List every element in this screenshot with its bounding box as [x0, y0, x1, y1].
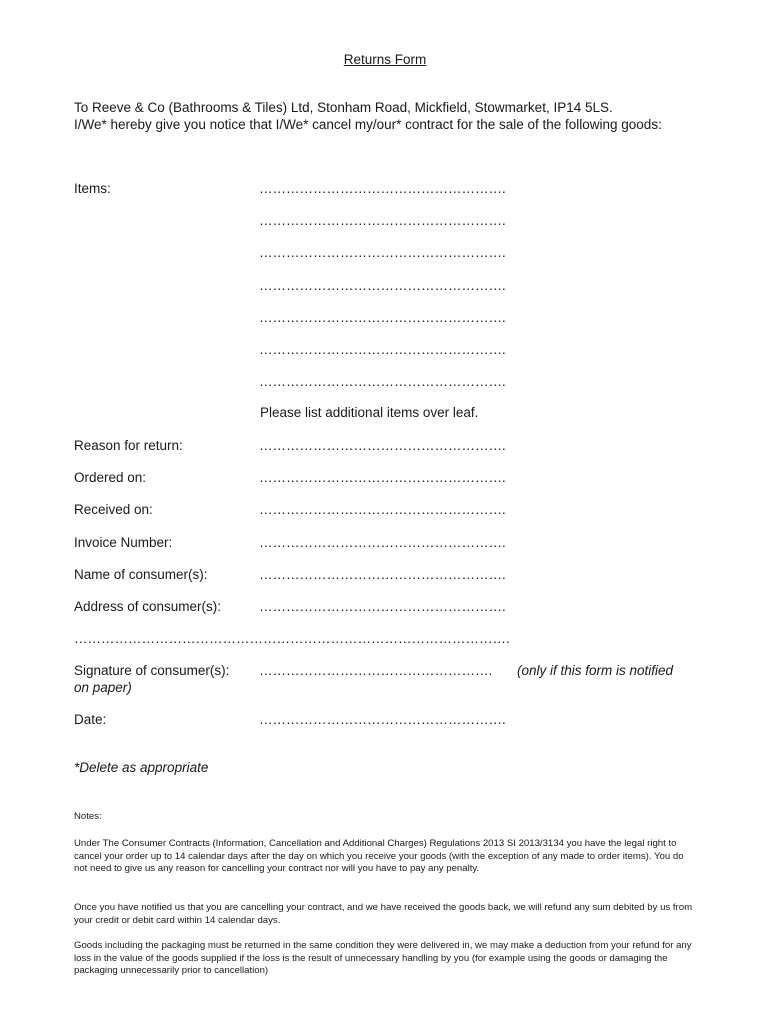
recipient-address: To Reeve & Co (Bathrooms & Tiles) Ltd, Stonham Road, Mickfield, Stowmarket, IP14 5LS.: [74, 100, 613, 115]
received-field[interactable]: ……………………………………………….: [259, 502, 506, 517]
notes-para-2: Once you have notified us that you are cancelling your contract, and we have received the goods back, we will refund any sum debited by us from your credit or debit card within 14 calendar days.: [74, 902, 693, 926]
reason-field[interactable]: ……………………………………………….: [259, 438, 506, 453]
delete-note: *Delete as appropriate: [74, 760, 209, 775]
items-line-1[interactable]: ……………………………………………….: [259, 181, 506, 196]
reason-label: Reason for return:: [74, 438, 183, 453]
address-field-line-2[interactable]: …………………………………………………………………………………….: [74, 631, 510, 646]
ordered-label: Ordered on:: [74, 470, 147, 485]
cancellation-notice: I/We* hereby give you notice that I/We* cancel my/our* contract for the sale of the following goods:: [74, 117, 662, 132]
items-line-5[interactable]: ……………………………………………….: [259, 310, 506, 325]
address-field[interactable]: ……………………………………………….: [259, 599, 506, 614]
items-line-3[interactable]: ……………………………………………….: [259, 245, 506, 260]
name-field[interactable]: ……………………………………………….: [259, 567, 506, 582]
items-line-2[interactable]: ……………………………………………….: [259, 213, 506, 228]
items-line-7[interactable]: ……………………………………………….: [259, 374, 506, 389]
notes-heading: Notes:: [74, 811, 102, 822]
form-title: Returns Form: [343, 52, 427, 67]
address-label: Address of consumer(s):: [74, 599, 222, 614]
items-line-4[interactable]: ……………………………………………….: [259, 278, 506, 293]
signature-field[interactable]: …………………………………………….: [259, 663, 493, 678]
additional-items-note: Please list additional items over leaf.: [260, 405, 479, 420]
notes-para-1: Under The Consumer Contracts (Information, Cancellation and Additional Charges) Regulations 2013 SI 2013/3134 you have the legal right to cancel your order up to 14 calendar days after the day on which you receive your goods (with the exception of any made to order items). You do not need to give us any reason for cancelling your contract nor will you have to pay any penalty.: [74, 838, 684, 874]
signature-note: (only if this form is notified: [517, 663, 674, 678]
notes-para-3: Goods including the packaging must be returned in the same condition they were delivered in, we may make a deduction from your refund for any loss in the value of the goods supplied if the loss is the result of unnecessary handling by you (for example using the goods or damaging the packaging unnecessarily prior to cancellation): [74, 940, 692, 976]
invoice-label: Invoice Number:: [74, 535, 173, 550]
name-label: Name of consumer(s):: [74, 567, 208, 582]
invoice-field[interactable]: ……………………………………………….: [259, 535, 506, 550]
date-label: Date:: [74, 712, 107, 727]
date-field[interactable]: ……………………………………………….: [259, 712, 506, 727]
intro-text: [74, 99, 699, 133]
signature-note-cont: on paper): [74, 680, 132, 695]
items-line-6[interactable]: ……………………………………………….: [259, 342, 506, 357]
ordered-field[interactable]: ……………………………………………….: [259, 470, 506, 485]
items-label: Items:: [74, 181, 111, 196]
received-label: Received on:: [74, 502, 153, 517]
signature-label: Signature of consumer(s):: [74, 663, 230, 678]
